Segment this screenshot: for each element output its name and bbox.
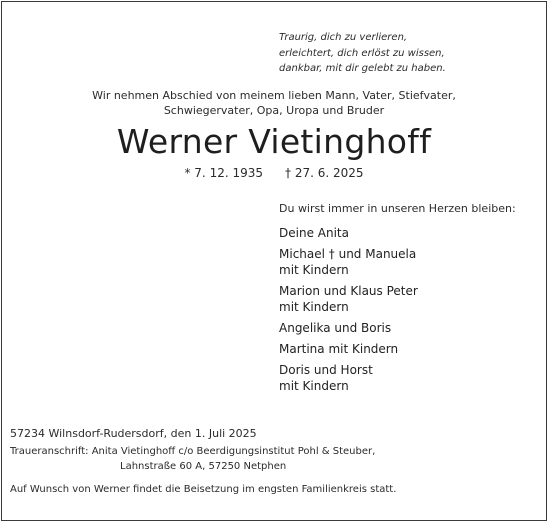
family-list xyxy=(279,225,418,399)
family-entry xyxy=(279,341,418,357)
birth-date: * 7. 12. 1935 xyxy=(184,166,263,180)
poem-line: Traurig, dich zu verlieren, xyxy=(279,32,408,43)
intro-text xyxy=(2,88,546,118)
intro-line: Wir nehmen Abschied von meinem lieben Mann, Vater, Stiefvater, xyxy=(92,89,456,102)
family-entry-line: mit Kindern xyxy=(279,300,349,314)
family-entry-line: mit Kindern xyxy=(279,379,349,393)
place-and-date: 57234 Wilnsdorf-Rudersdorf, den 1. Juli 2025 xyxy=(10,427,257,440)
family-entry xyxy=(279,225,418,241)
family-entry-line: Michael † und Manuela xyxy=(279,247,417,261)
remembrance-line: Du wirst immer in unseren Herzen bleiben: xyxy=(279,202,516,215)
family-entry xyxy=(279,283,418,315)
mourning-address-street: Lahnstraße 60 A, 57250 Netphen xyxy=(120,461,287,472)
poem xyxy=(279,30,446,77)
life-dates xyxy=(2,166,546,180)
intro-line: Schwiegervater, Opa, Uropa und Bruder xyxy=(163,104,385,117)
family-entry-line: Martina mit Kindern xyxy=(279,342,399,356)
family-entry-line: Doris und Horst xyxy=(279,363,373,377)
deceased-name: Werner Vietinghoff xyxy=(116,122,432,161)
family-entry xyxy=(279,362,418,394)
poem-line: erleichtert, dich erlöst zu wissen, xyxy=(279,47,445,59)
mourning-address: Traueranschrift: Anita Vietinghoff c/o Beerdigungsinstitut Pohl & Steuber, xyxy=(10,446,376,457)
family-entry-line: Angelika und Boris xyxy=(279,321,392,335)
obituary-card xyxy=(1,1,547,521)
family-entry-line: mit Kindern xyxy=(279,263,349,277)
family-entry xyxy=(279,246,418,278)
burial-note: Auf Wunsch von Werner findet die Beisetzung im engsten Familienkreis statt. xyxy=(10,484,397,495)
family-entry-line: Marion und Klaus Peter xyxy=(279,284,418,298)
poem-line: dankbar, mit dir gelebt zu haben. xyxy=(279,63,446,74)
death-date: † 27. 6. 2025 xyxy=(285,166,364,180)
family-entry xyxy=(279,320,418,336)
family-entry-line: Deine Anita xyxy=(279,226,349,240)
